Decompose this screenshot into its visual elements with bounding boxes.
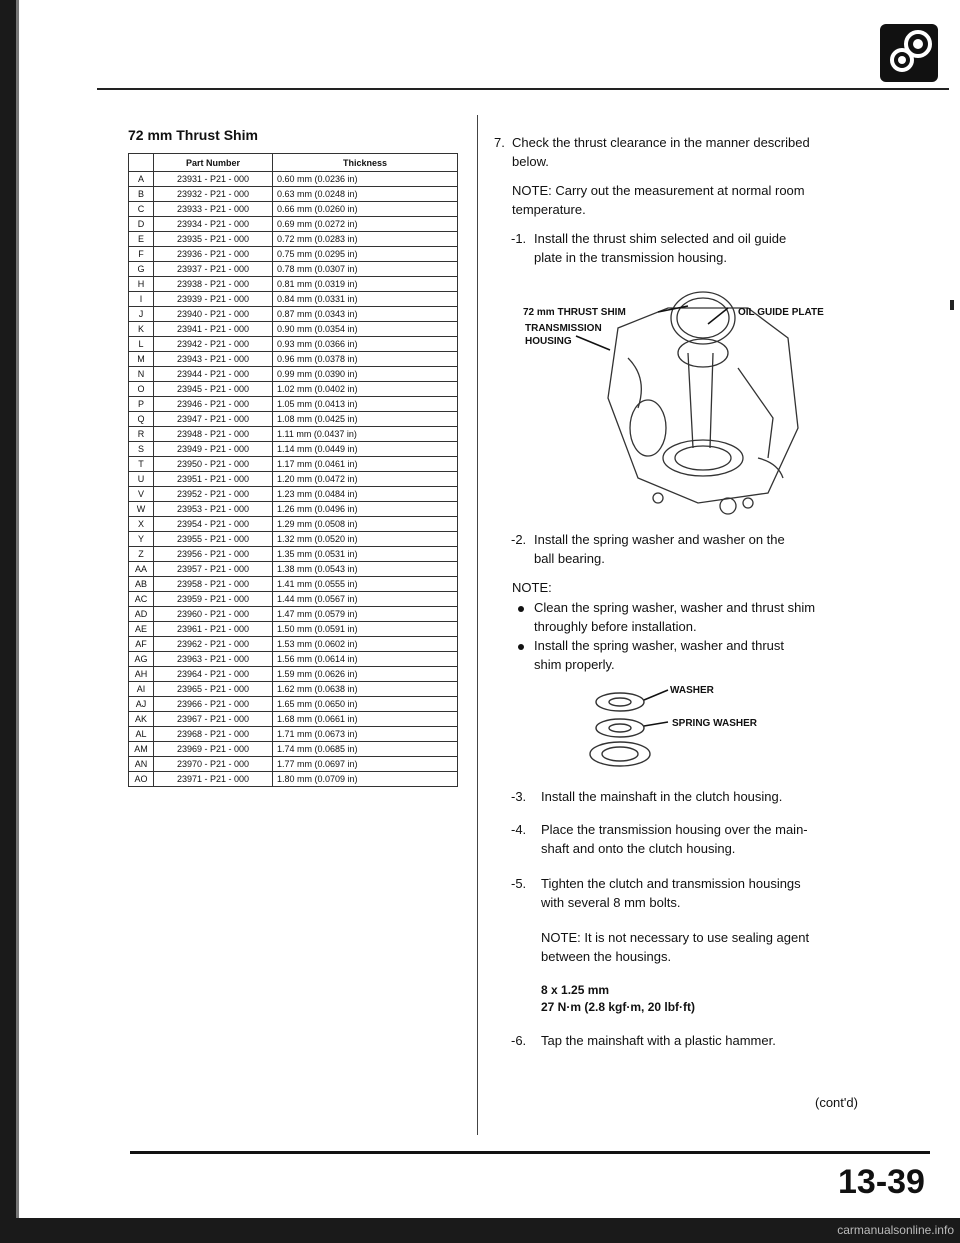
cell-thickness: 1.50 mm (0.0591 in) [273, 622, 458, 637]
cell-thickness: 1.23 mm (0.0484 in) [273, 487, 458, 502]
bullet-1-text-1: Clean the spring washer, washer and thrust shim [534, 600, 816, 615]
step-7-text-1: Check the thrust clearance in the manner described [512, 135, 810, 150]
cell-code: S [129, 442, 154, 457]
cell-thickness: 1.35 mm (0.0531 in) [273, 547, 458, 562]
note-1-line-1: NOTE: Carry out the measurement at normal room [512, 183, 805, 198]
cell-part-number: 23945 - P21 - 000 [154, 382, 273, 397]
cell-code: AC [129, 592, 154, 607]
step-4-text-1: Place the transmission housing over the main- [541, 822, 808, 837]
step-3-text: Install the mainshaft in the clutch housing. [541, 789, 783, 804]
col-header-thickness: Thickness [273, 154, 458, 172]
label-housing-2: HOUSING [525, 336, 572, 347]
cell-thickness: 1.44 mm (0.0567 in) [273, 592, 458, 607]
cell-thickness: 1.02 mm (0.0402 in) [273, 382, 458, 397]
cell-part-number: 23931 - P21 - 000 [154, 172, 273, 187]
table-row [129, 742, 458, 757]
cell-part-number: 23963 - P21 - 000 [154, 652, 273, 667]
cell-code: AF [129, 637, 154, 652]
cell-part-number: 23958 - P21 - 000 [154, 577, 273, 592]
table-row [129, 652, 458, 667]
table-row [129, 472, 458, 487]
table-row [129, 412, 458, 427]
cell-part-number: 23954 - P21 - 000 [154, 517, 273, 532]
table-row [129, 532, 458, 547]
cell-thickness: 1.41 mm (0.0555 in) [273, 577, 458, 592]
bullet-1 [518, 598, 815, 617]
label-washer: WASHER [670, 685, 714, 696]
label-oil-guide-plate: OIL GUIDE PLATE [738, 307, 824, 318]
cell-code: AI [129, 682, 154, 697]
cell-part-number: 23970 - P21 - 000 [154, 757, 273, 772]
cell-thickness: 1.08 mm (0.0425 in) [273, 412, 458, 427]
cell-part-number: 23942 - P21 - 000 [154, 337, 273, 352]
cell-code: F [129, 247, 154, 262]
cell-code: X [129, 517, 154, 532]
label-housing-1: TRANSMISSION [525, 323, 602, 334]
cell-part-number: 23935 - P21 - 000 [154, 232, 273, 247]
cell-thickness: 0.69 mm (0.0272 in) [273, 217, 458, 232]
cell-thickness: 0.90 mm (0.0354 in) [273, 322, 458, 337]
step-5-num: -5. [511, 876, 527, 891]
cell-thickness: 0.84 mm (0.0331 in) [273, 292, 458, 307]
cell-part-number: 23946 - P21 - 000 [154, 397, 273, 412]
cell-part-number: 23959 - P21 - 000 [154, 592, 273, 607]
cell-code: AB [129, 577, 154, 592]
cell-part-number: 23943 - P21 - 000 [154, 352, 273, 367]
bullet-2 [518, 636, 784, 655]
cell-thickness: 1.20 mm (0.0472 in) [273, 472, 458, 487]
cell-thickness: 1.77 mm (0.0697 in) [273, 757, 458, 772]
step-2-text-1: Install the spring washer and washer on the [534, 532, 785, 547]
cell-thickness: 1.14 mm (0.0449 in) [273, 442, 458, 457]
cell-code: U [129, 472, 154, 487]
bottom-rule [130, 1151, 930, 1154]
table-row [129, 202, 458, 217]
cell-thickness: 0.78 mm (0.0307 in) [273, 262, 458, 277]
cell-thickness: 1.32 mm (0.0520 in) [273, 532, 458, 547]
step-4-text-2: shaft and onto the clutch housing. [541, 841, 736, 856]
cell-code: Q [129, 412, 154, 427]
cell-code: AD [129, 607, 154, 622]
bullet-dot [518, 606, 524, 612]
cell-thickness: 1.68 mm (0.0661 in) [273, 712, 458, 727]
cell-part-number: 23962 - P21 - 000 [154, 637, 273, 652]
torque-spec: 27 N·m (2.8 kgf·m, 20 lbf·ft) [541, 1000, 696, 1014]
cell-part-number: 23949 - P21 - 000 [154, 442, 273, 457]
cell-part-number: 23933 - P21 - 000 [154, 202, 273, 217]
cell-part-number: 23961 - P21 - 000 [154, 622, 273, 637]
step-1-num: -1. [511, 231, 527, 246]
cell-part-number: 23940 - P21 - 000 [154, 307, 273, 322]
cell-code: AG [129, 652, 154, 667]
cell-part-number: 23964 - P21 - 000 [154, 667, 273, 682]
step-2-num: -2. [511, 532, 527, 547]
table-row [129, 382, 458, 397]
watermark: carmanualsonline.info [837, 1223, 954, 1237]
cell-code: A [129, 172, 154, 187]
cell-thickness: 0.72 mm (0.0283 in) [273, 232, 458, 247]
cell-part-number: 23951 - P21 - 000 [154, 472, 273, 487]
cell-thickness: 1.74 mm (0.0685 in) [273, 742, 458, 757]
cell-thickness: 1.62 mm (0.0638 in) [273, 682, 458, 697]
cell-thickness: 1.59 mm (0.0626 in) [273, 667, 458, 682]
continued-marker: (cont'd) [815, 1095, 858, 1110]
table-row [129, 622, 458, 637]
cell-thickness: 1.29 mm (0.0508 in) [273, 517, 458, 532]
table-body [129, 172, 458, 787]
cell-part-number: 23966 - P21 - 000 [154, 697, 273, 712]
note-1-line-2: temperature. [512, 202, 586, 217]
label-thrust-shim: 72 mm THRUST SHIM [523, 307, 626, 318]
left-margin-bar [0, 0, 16, 1243]
cell-part-number: 23948 - P21 - 000 [154, 427, 273, 442]
top-rule [97, 88, 949, 90]
table-row [129, 427, 458, 442]
table-row [129, 277, 458, 292]
table-title: 72 mm Thrust Shim [128, 127, 258, 143]
cell-thickness: 1.38 mm (0.0543 in) [273, 562, 458, 577]
cell-code: AE [129, 622, 154, 637]
cell-code: O [129, 382, 154, 397]
cell-part-number: 23941 - P21 - 000 [154, 322, 273, 337]
table-row [129, 697, 458, 712]
cell-thickness: 0.75 mm (0.0295 in) [273, 247, 458, 262]
edge-tick [950, 300, 954, 310]
cell-thickness: 0.66 mm (0.0260 in) [273, 202, 458, 217]
cell-code: B [129, 187, 154, 202]
bullet-dot [518, 644, 524, 650]
cell-part-number: 23934 - P21 - 000 [154, 217, 273, 232]
table-row [129, 517, 458, 532]
cell-thickness: 1.47 mm (0.0579 in) [273, 607, 458, 622]
step-6-num: -6. [511, 1033, 527, 1048]
cell-code: L [129, 337, 154, 352]
bolt-spec: 8 x 1.25 mm [541, 983, 610, 997]
cell-thickness: 0.63 mm (0.0248 in) [273, 187, 458, 202]
cell-part-number: 23953 - P21 - 000 [154, 502, 273, 517]
cell-thickness: 0.93 mm (0.0366 in) [273, 337, 458, 352]
step-7-num: 7. [494, 135, 505, 150]
cell-thickness: 1.26 mm (0.0496 in) [273, 502, 458, 517]
cell-thickness: 1.56 mm (0.0614 in) [273, 652, 458, 667]
table-row [129, 172, 458, 187]
cell-code: E [129, 232, 154, 247]
table-row [129, 217, 458, 232]
cell-part-number: 23932 - P21 - 000 [154, 187, 273, 202]
step-4-num: -4. [511, 822, 527, 837]
cell-part-number: 23944 - P21 - 000 [154, 367, 273, 382]
cell-thickness: 1.65 mm (0.0650 in) [273, 697, 458, 712]
cell-code: V [129, 487, 154, 502]
note-3-line-1: NOTE: It is not necessary to use sealing agent [541, 930, 810, 945]
cell-code: G [129, 262, 154, 277]
cell-code: AA [129, 562, 154, 577]
cell-part-number: 23960 - P21 - 000 [154, 607, 273, 622]
cell-code: M [129, 352, 154, 367]
col-header-part-number: Part Number [154, 154, 273, 172]
table-row [129, 247, 458, 262]
cell-part-number: 23965 - P21 - 000 [154, 682, 273, 697]
label-spring-washer: SPRING WASHER [672, 718, 758, 729]
step-3-num: -3. [511, 789, 527, 804]
cell-thickness: 0.99 mm (0.0390 in) [273, 367, 458, 382]
cell-thickness: 1.17 mm (0.0461 in) [273, 457, 458, 472]
cell-code: W [129, 502, 154, 517]
bullet-2-text-1: Install the spring washer, washer and thrust [534, 638, 785, 653]
step-1-text-1: Install the thrust shim selected and oil guide [534, 231, 787, 246]
cell-part-number: 23952 - P21 - 000 [154, 487, 273, 502]
cell-code: AO [129, 772, 154, 787]
step-6-text: Tap the mainshaft with a plastic hammer. [541, 1033, 776, 1048]
cell-code: R [129, 427, 154, 442]
col-header-code [129, 154, 154, 172]
note-3-line-2: between the housings. [541, 949, 672, 964]
table-row [129, 757, 458, 772]
table-row [129, 712, 458, 727]
cell-part-number: 23967 - P21 - 000 [154, 712, 273, 727]
step-1-text-2: plate in the transmission housing. [534, 250, 727, 265]
cell-code: N [129, 367, 154, 382]
cell-code: AH [129, 667, 154, 682]
cell-code: Z [129, 547, 154, 562]
table-row [129, 457, 458, 472]
cell-code: I [129, 292, 154, 307]
cell-code: AN [129, 757, 154, 772]
cell-code: Y [129, 532, 154, 547]
table-row [129, 487, 458, 502]
cell-part-number: 23971 - P21 - 000 [154, 772, 273, 787]
cell-code: C [129, 202, 154, 217]
cell-code: P [129, 397, 154, 412]
table-row [129, 262, 458, 277]
table-row [129, 547, 458, 562]
cell-part-number: 23938 - P21 - 000 [154, 277, 273, 292]
cell-thickness: 0.60 mm (0.0236 in) [273, 172, 458, 187]
table-row [129, 322, 458, 337]
cell-part-number: 23969 - P21 - 000 [154, 742, 273, 757]
note-2-heading: NOTE: [512, 580, 552, 595]
bottom-bar [0, 1218, 960, 1243]
cell-thickness: 1.71 mm (0.0673 in) [273, 727, 458, 742]
cell-part-number: 23947 - P21 - 000 [154, 412, 273, 427]
cell-code: J [129, 307, 154, 322]
column-divider [477, 115, 478, 1135]
table-row [129, 682, 458, 697]
table-row [129, 442, 458, 457]
cell-code: AK [129, 712, 154, 727]
cell-code: AL [129, 727, 154, 742]
cell-thickness: 0.96 mm (0.0378 in) [273, 352, 458, 367]
step-5-text-2: with several 8 mm bolts. [541, 895, 681, 910]
cell-code: K [129, 322, 154, 337]
cell-code: AJ [129, 697, 154, 712]
left-margin-line [16, 0, 19, 1243]
cell-part-number: 23936 - P21 - 000 [154, 247, 273, 262]
table-row [129, 337, 458, 352]
cell-part-number: 23950 - P21 - 000 [154, 457, 273, 472]
thrust-shim-table [128, 153, 458, 787]
step-2-text-2: ball bearing. [534, 551, 605, 566]
table-row [129, 577, 458, 592]
cell-part-number: 23939 - P21 - 000 [154, 292, 273, 307]
cell-part-number: 23957 - P21 - 000 [154, 562, 273, 577]
cell-part-number: 23968 - P21 - 000 [154, 727, 273, 742]
table-row [129, 232, 458, 247]
table-header-row [129, 154, 458, 172]
table-row [129, 292, 458, 307]
cell-part-number: 23937 - P21 - 000 [154, 262, 273, 277]
page-number: 13-39 [838, 1163, 925, 1201]
table-row [129, 637, 458, 652]
gear-icon [880, 24, 938, 82]
cell-thickness: 1.05 mm (0.0413 in) [273, 397, 458, 412]
table-row [129, 592, 458, 607]
table-row [129, 367, 458, 382]
cell-thickness: 1.53 mm (0.0602 in) [273, 637, 458, 652]
table-row [129, 772, 458, 787]
table-row [129, 607, 458, 622]
cell-thickness: 0.87 mm (0.0343 in) [273, 307, 458, 322]
bullet-1-text-2: throughly before installation. [534, 619, 697, 634]
table-row [129, 502, 458, 517]
bullet-2-text-2: shim properly. [534, 657, 615, 672]
cell-thickness: 0.81 mm (0.0319 in) [273, 277, 458, 292]
table-row [129, 562, 458, 577]
cell-part-number: 23955 - P21 - 000 [154, 532, 273, 547]
cell-code: AM [129, 742, 154, 757]
cell-thickness: 1.80 mm (0.0709 in) [273, 772, 458, 787]
cell-code: T [129, 457, 154, 472]
step-7-text-2: below. [512, 154, 549, 169]
table-row [129, 397, 458, 412]
table-row [129, 667, 458, 682]
step-5-text-1: Tighten the clutch and transmission housings [541, 876, 801, 891]
cell-thickness: 1.11 mm (0.0437 in) [273, 427, 458, 442]
cell-code: H [129, 277, 154, 292]
table-row [129, 187, 458, 202]
table-row [129, 727, 458, 742]
table-row [129, 307, 458, 322]
table-row [129, 352, 458, 367]
cell-part-number: 23956 - P21 - 000 [154, 547, 273, 562]
cell-code: D [129, 217, 154, 232]
